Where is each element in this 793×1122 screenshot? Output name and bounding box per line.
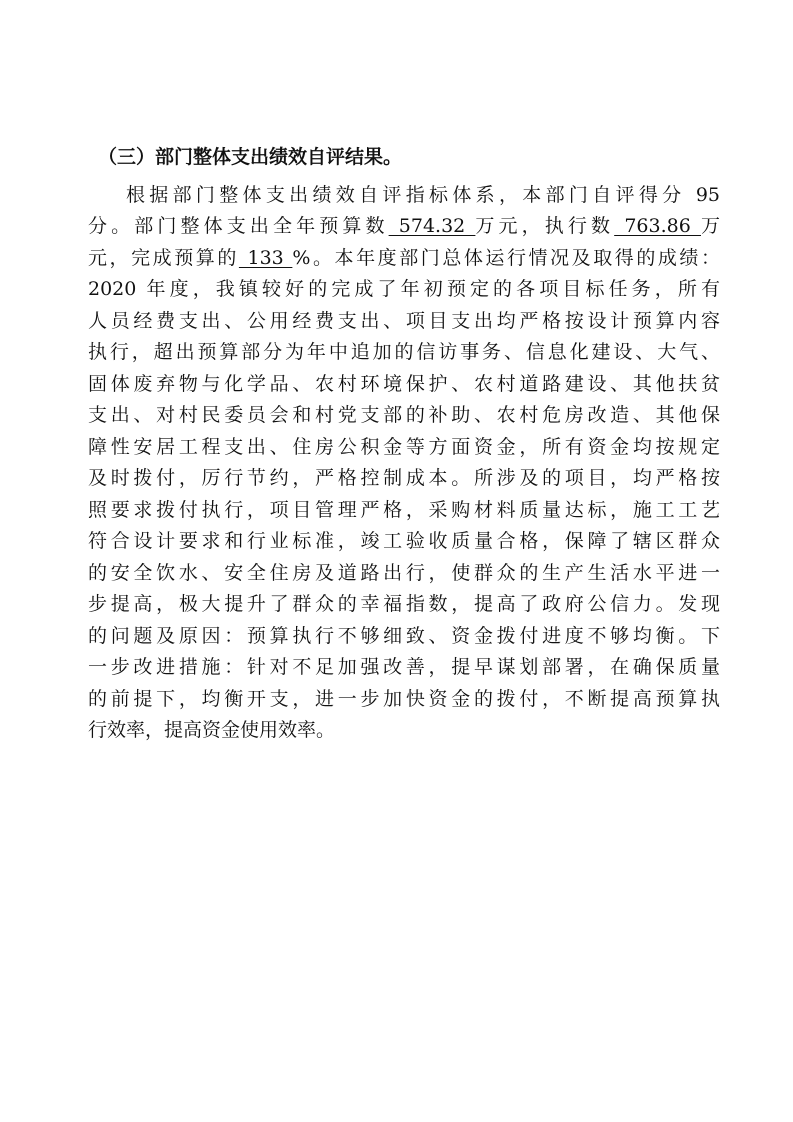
paragraph-line bbox=[88, 243, 720, 275]
document-body bbox=[88, 142, 720, 747]
text-segment: 分。部门整体支出全年预算数 bbox=[88, 215, 389, 237]
paragraph-line: 根据部门整体支出绩效自评指标体系，本部门自评得分 95 bbox=[126, 183, 720, 206]
paragraph-line: 的前提下，均衡开支，进一步加快资金的拨付，不断提高预算执 bbox=[88, 687, 720, 710]
paragraph-line: 人员经费支出、公用经费支出、项目支出均严格按设计预算内容 bbox=[88, 309, 720, 332]
executed-amount: 763.86 bbox=[614, 215, 701, 237]
paragraph-line: 及时拨付，厉行节约，严格控制成本。所涉及的项目，均严格按 bbox=[88, 467, 720, 489]
paragraph-line: 的安全饮水、安全住房及道路出行，使群众的生产生活水平进一 bbox=[88, 561, 720, 584]
text-segment: 元，完成预算的 bbox=[88, 246, 239, 269]
budget-amount: 574.32 bbox=[388, 215, 476, 237]
paragraph-line: 2020 年度，我镇较好的完成了年初预定的各项目标任务，所有 bbox=[88, 278, 720, 300]
completion-rate: 133 bbox=[238, 246, 293, 269]
text-segment: 万 bbox=[700, 215, 720, 237]
paragraph-line: 的问题及原因：预算执行不够细致、资金拨付进度不够均衡。下 bbox=[88, 624, 720, 647]
paragraph-line: 照要求拨付执行，项目管理严格，采购材料质量达标，施工工艺 bbox=[88, 498, 720, 521]
paragraph-line: 步提高，极大提升了群众的幸福指数，提高了政府公信力。发现 bbox=[88, 593, 720, 615]
text-segment: %。本年度部门总体运行情况及取得的成绩： bbox=[292, 246, 720, 269]
section-heading: （三）部门整体支出绩效自评结果。 bbox=[98, 146, 403, 168]
self-evaluation-paragraph bbox=[88, 180, 720, 747]
paragraph-line: 执行，超出预算部分为年中追加的信访事务、信息化建设、大气、 bbox=[88, 341, 720, 363]
text-segment: 万元，执行数 bbox=[475, 215, 615, 237]
paragraph-line: 固体废弃物与化学品、农村环境保护、农村道路建设、其他扶贫 bbox=[88, 372, 720, 395]
paragraph-line: 符合设计要求和行业标准，竣工验收质量合格，保障了辖区群众 bbox=[88, 530, 720, 552]
paragraph-line bbox=[88, 211, 720, 243]
paragraph-line: 行效率，提高资金使用效率。 bbox=[88, 719, 336, 741]
paragraph-line: 支出、对村民委员会和村党支部的补助、农村危房改造、其他保 bbox=[88, 404, 720, 426]
paragraph-line: 一步改进措施：针对不足加强改善，提早谋划部署，在确保质量 bbox=[88, 656, 720, 678]
paragraph-line: 障性安居工程支出、住房公积金等方面资金，所有资金均按规定 bbox=[88, 435, 720, 458]
